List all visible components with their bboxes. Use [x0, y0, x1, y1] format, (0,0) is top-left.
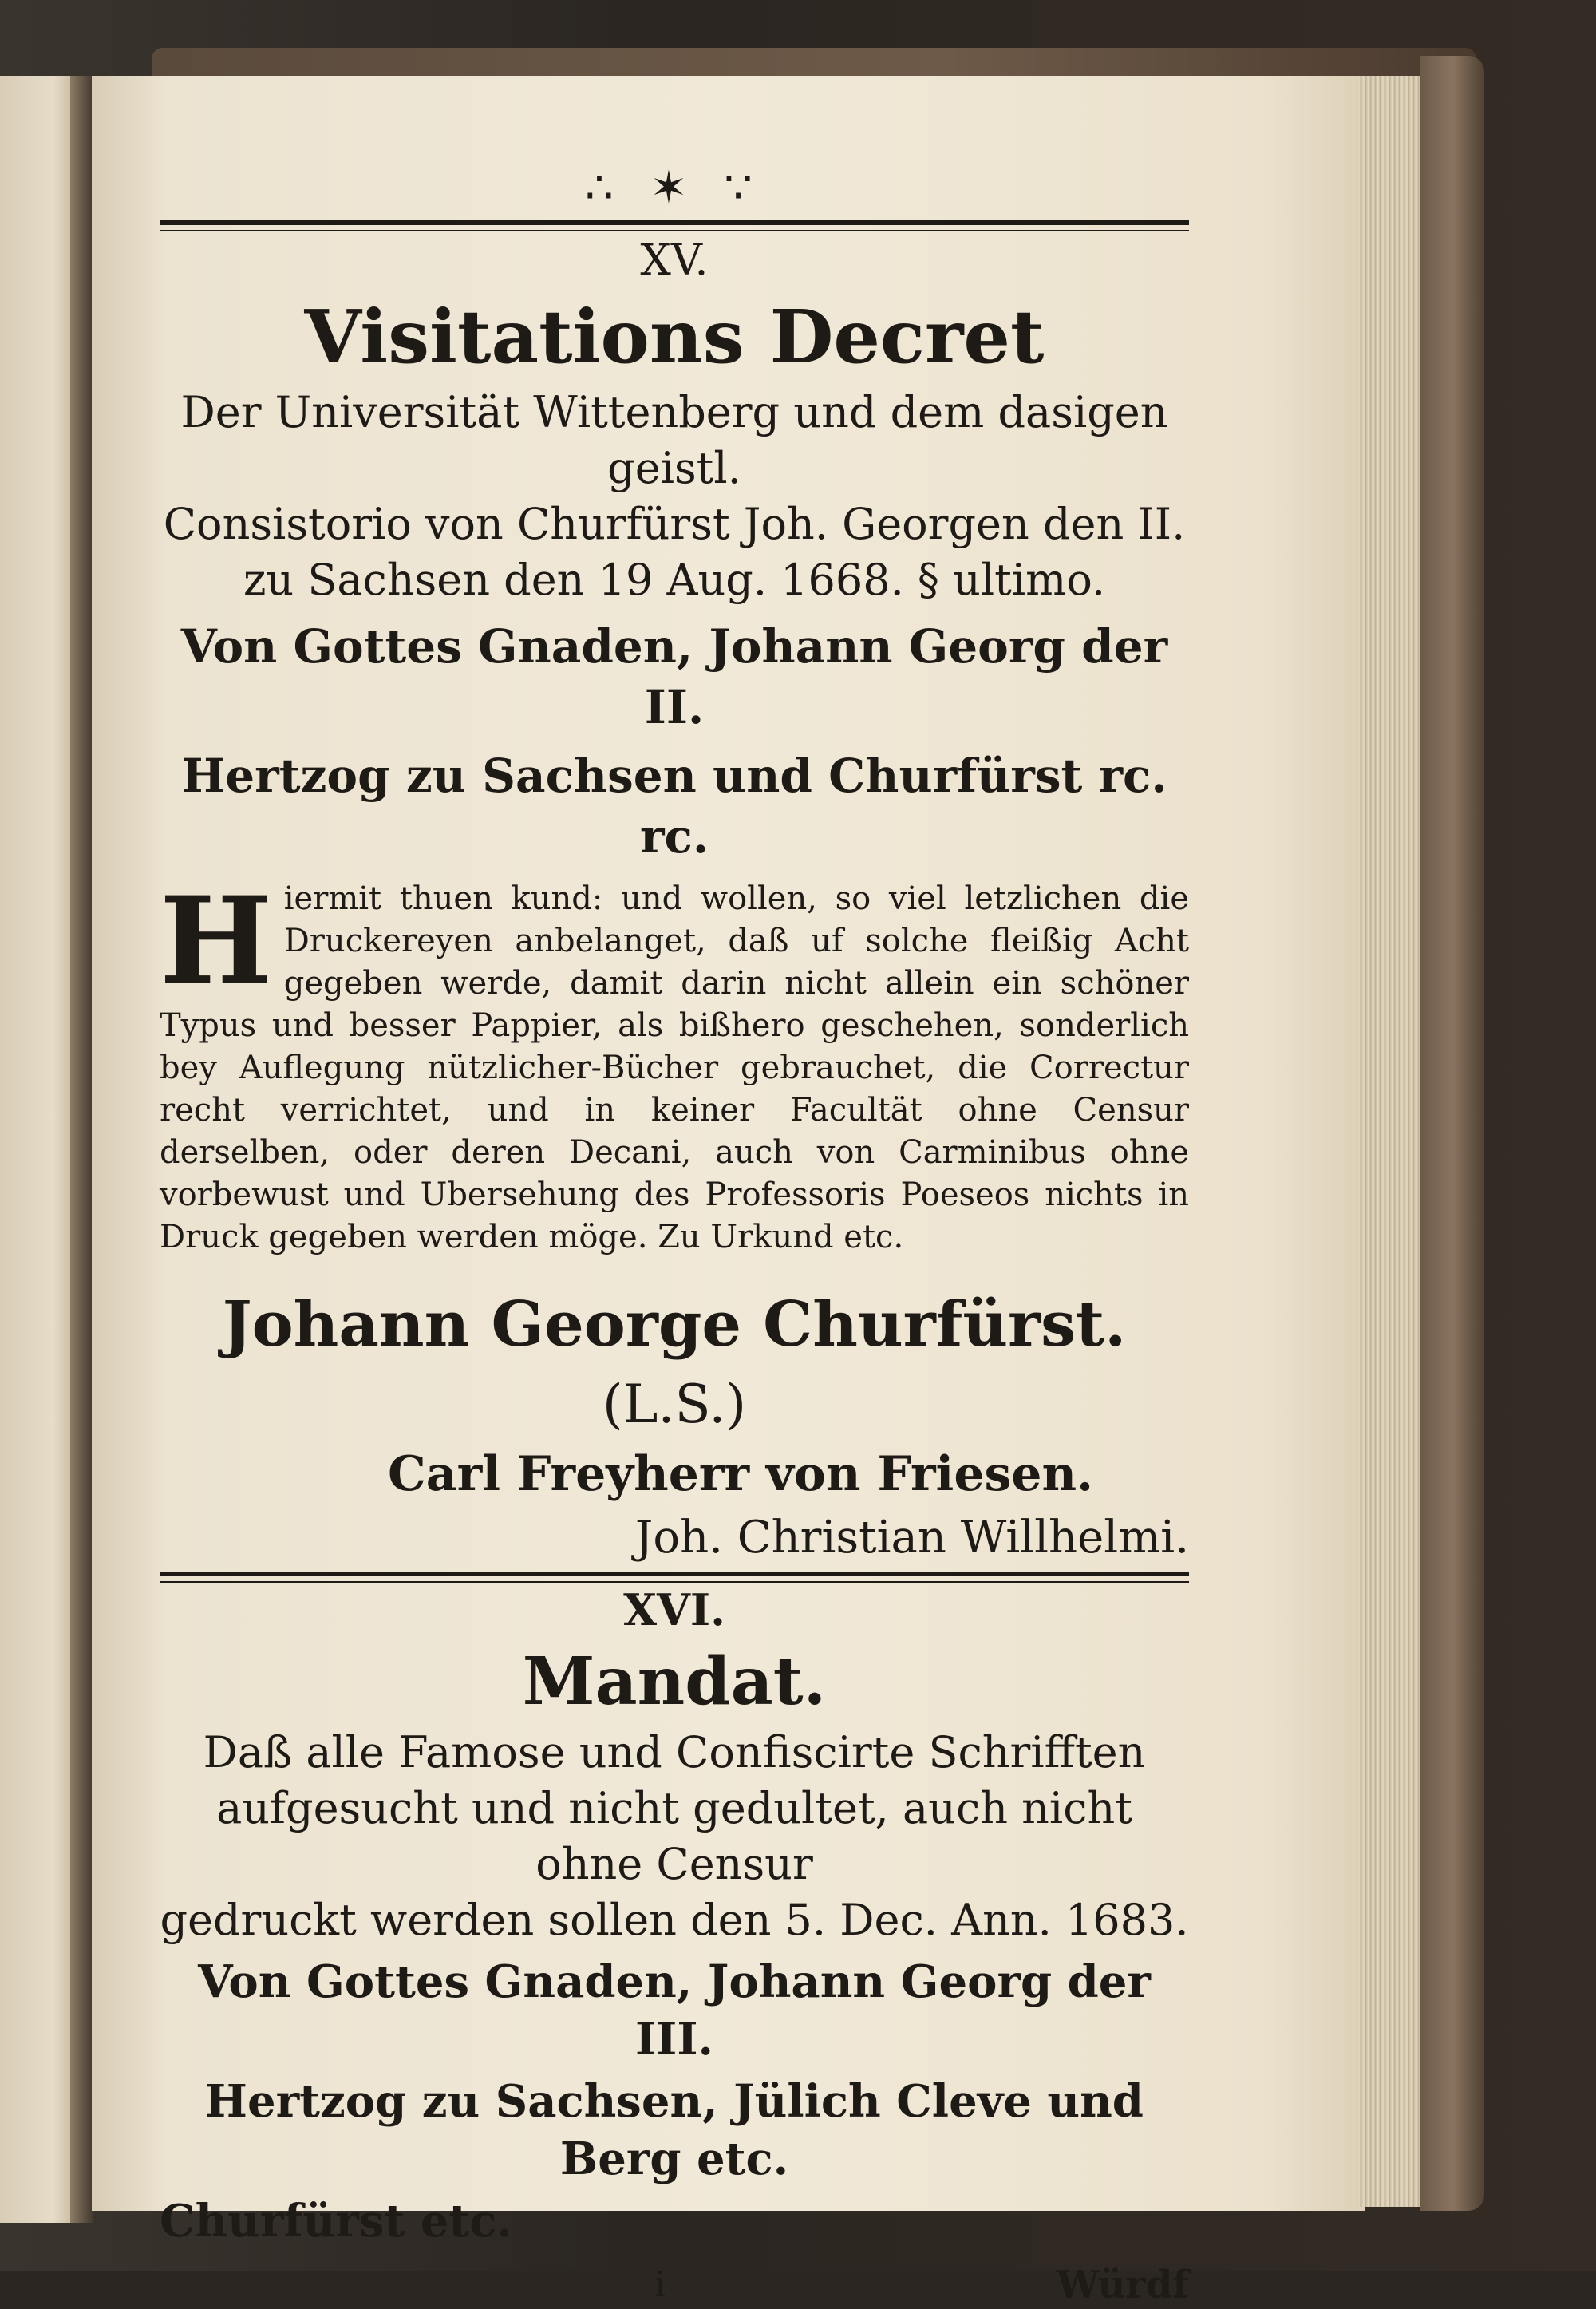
decree-text: iermit thuen kund: und wollen, so viel letzlichen die Druckereyen anbelanget, daß uf solche fleißig Acht gegeben werde, damit darin nicht allein ein schöner Typus und besser Pappier, als bißhero geschehen, sonderlich bey Auflegung nützlicher-Bücher gebrauchet, die Correctur recht verrichtet, und in keiner Facultät ohne Censur derselben, oder deren Decani, auch von Carminibus ohne vorbewust und Ubersehung des Professoris Poeseos nichts in Druck gegeben werden möge. Zu Urkund etc. [160, 880, 1189, 1255]
section-xvi [160, 1581, 1189, 2250]
subtitle-line: Der Universität Wittenberg und dem dasigen geistl. [180, 387, 1168, 493]
greeting-line: Hertzog zu Sachsen, Jülich Cleve und Berg etc. [205, 2075, 1144, 2185]
page-footer [160, 2261, 1189, 2309]
subtitle-line: gedruckt werden sollen den 5. Dec. Ann. 1683. [160, 1895, 1189, 1945]
greeting-line: Hertzog zu Sachsen und Churfürst rc. rc. [181, 749, 1167, 864]
section-divider [160, 1572, 1189, 1576]
catchword: Würdf [1056, 2263, 1189, 2307]
drop-capital: H [160, 871, 273, 1011]
book-fore-edge [1420, 56, 1484, 2211]
decree-body [160, 871, 1189, 1259]
section-title: Visitations Decret [304, 294, 1045, 380]
section-title: Mandat. [522, 1643, 827, 1720]
countersignature: Joh. Christian Willhelmi. [634, 1512, 1189, 1564]
signature-mark: i [654, 2264, 666, 2305]
subtitle-line: zu Sachsen den 19 Aug. 1668. § ultimo. [243, 555, 1106, 605]
page-edges [1357, 76, 1420, 2207]
subtitle-line: Daß alle Famose und Confiscirte Schrifften aufgesucht und nicht gedultet, auch nicht ohne Censur [203, 1727, 1146, 1889]
subtitle-line: Consistorio von Churfürst Joh. Georgen den II. [163, 499, 1186, 549]
left-page-edge [0, 76, 76, 2223]
greeting-line: Von Gottes Gnaden, Johann Georg der II. [180, 619, 1168, 734]
greeting-line: Von Gottes Gnaden, Johann Georg der III. [198, 1955, 1151, 2066]
elector-signature: Johann George Churfürst. [222, 1288, 1127, 1361]
seal-mark: (L.S.) [602, 1374, 747, 1435]
section-numeral: XV. [640, 235, 709, 285]
header-rule [160, 220, 1189, 225]
countersignature: Carl Freyherr von Friesen. [387, 1446, 1093, 1502]
section-xv [160, 231, 1189, 1568]
header-ornament: ∴ ✶ ∵ [585, 162, 764, 214]
page-content [160, 160, 1189, 2309]
greeting-line: Churfürst etc. [160, 2195, 512, 2248]
section-numeral: XVI. [623, 1584, 725, 1635]
book-gutter [70, 76, 94, 2223]
